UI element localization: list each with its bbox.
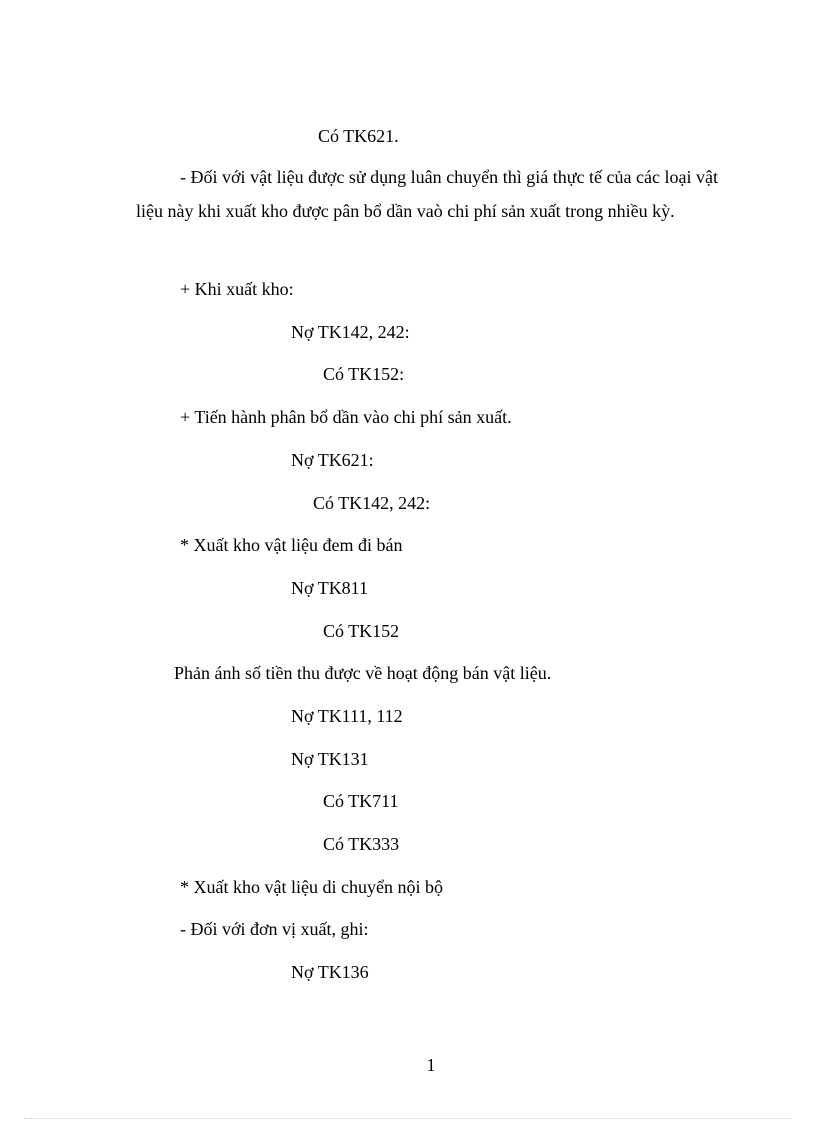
- entry-debit-tk111-112: Nợ TK111, 112: [291, 706, 403, 726]
- entry-debit-tk811: Nợ TK811: [291, 578, 369, 598]
- heading-issuing-unit: - Đối với đơn vị xuất, ghi:: [180, 919, 369, 939]
- paragraph-rotating-materials: - Đối với vật liệu được sử dụng luân chuyển thì giá thực tế của các loại vật liệu này khi xuất kho được pân bổ dần vaò chi phí sản xuất trong nhiều kỳ.: [136, 167, 718, 221]
- page-number: 1: [426, 1055, 436, 1075]
- entry-credit-tk152: Có TK152:: [323, 364, 405, 384]
- entry-debit-tk621: Nợ TK621:: [291, 450, 374, 470]
- page-bottom-divider: [24, 1118, 792, 1119]
- entry-debit-tk131: Nợ TK131: [291, 749, 369, 769]
- entry-credit-tk333: Có TK333: [323, 834, 400, 854]
- entry-credit-tk621: Có TK621.: [318, 126, 399, 146]
- heading-internal-transfer: * Xuất kho vật liệu di chuyển nội bộ: [180, 877, 443, 897]
- entry-credit-tk142-242: Có TK142, 242:: [313, 493, 431, 513]
- heading-when-issuing: + Khi xuất kho:: [180, 279, 294, 299]
- entry-debit-tk136: Nợ TK136: [291, 962, 369, 982]
- heading-allocate-costs: + Tiến hành phân bổ dần vào chi phí sản xuất.: [180, 407, 512, 427]
- heading-sell-materials: * Xuất kho vật liệu đem đi bán: [180, 535, 403, 555]
- heading-record-revenue: Phản ánh số tiền thu được về hoạt động bán vật liệu.: [174, 663, 552, 683]
- entry-credit-tk152-sale: Có TK152: [323, 621, 400, 641]
- entry-debit-tk142-242: Nợ TK142, 242:: [291, 322, 410, 342]
- entry-credit-tk711: Có TK711: [323, 791, 399, 811]
